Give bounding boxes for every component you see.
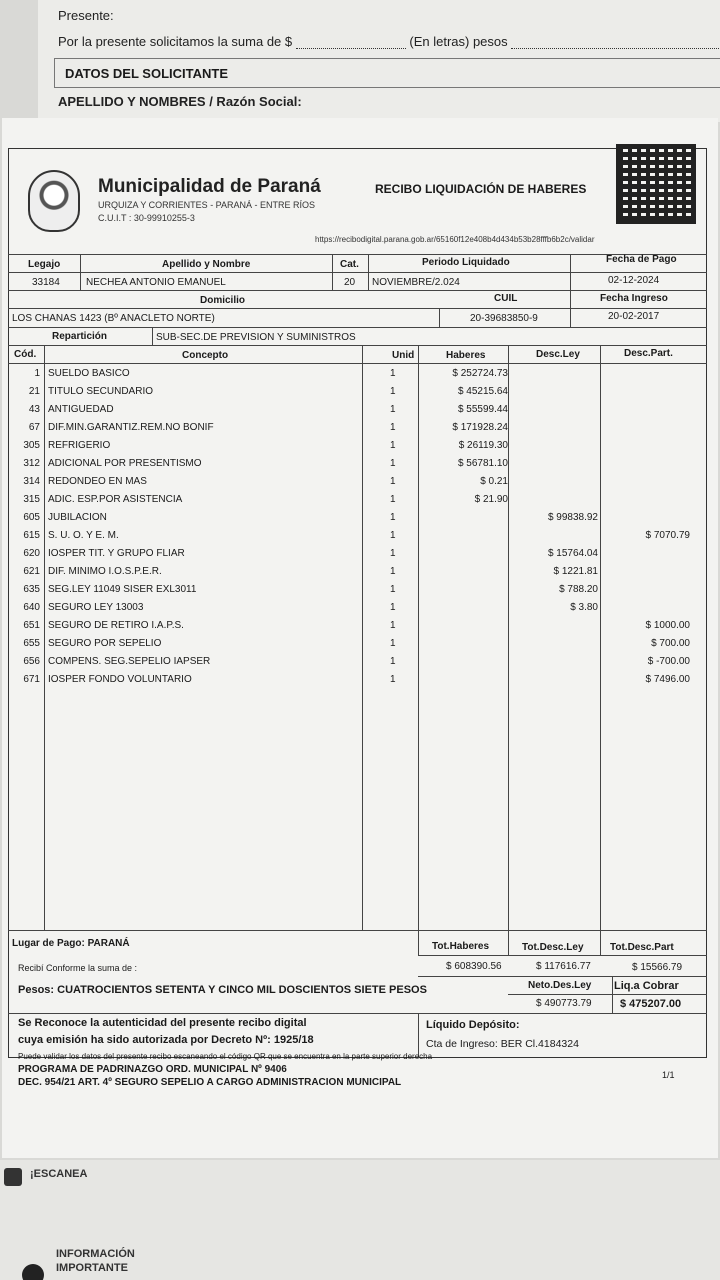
reparticion-label: Repartición: [52, 331, 108, 342]
tot-desc-ley-label: Tot.Desc.Ley: [522, 942, 584, 953]
row-unid: 1: [390, 404, 396, 415]
row-concept: ANTIGUEDAD: [48, 404, 114, 415]
tot-desc-part-value: $ 15566.79: [632, 962, 683, 973]
divider: [8, 254, 707, 255]
row-unid: 1: [390, 584, 396, 595]
row-unid: 1: [390, 602, 396, 613]
divider: [368, 254, 369, 290]
col-haberes: Haberes: [446, 350, 486, 361]
divider: [8, 290, 707, 291]
row-concept: SEGURO POR SEPELIO: [48, 638, 162, 649]
row-code: 312: [23, 458, 40, 469]
row-concept: ADIC. ESP.POR ASISTENCIA: [48, 494, 183, 505]
legajo-label: Legajo: [28, 259, 61, 270]
divider: [8, 930, 707, 931]
legajo-value: 33184: [32, 277, 60, 288]
validar-note: Puede validar los datos del presente recibo escaneando el código QR que se encuentra en la parte superior derecha: [18, 1052, 433, 1061]
divider: [152, 327, 153, 345]
row-code: 640: [23, 602, 40, 613]
request-form-sheet: [38, 0, 720, 122]
fecha-pago-label: Fecha de Pago: [606, 254, 677, 265]
row-concept: IOSPER FONDO VOLUNTARIO: [48, 674, 192, 685]
apellido-nombres-label: APELLIDO Y NOMBRES / Razón Social:: [58, 94, 302, 109]
periodo-value: NOVIEMBRE/2.024: [372, 277, 460, 288]
row-concept: DIF.MIN.GARANTIZ.REM.NO BONIF: [48, 422, 214, 433]
row-concept: S. U. O. Y E. M.: [48, 530, 119, 541]
cuil-value: 20-39683850-9: [470, 313, 538, 324]
cat-label: Cat.: [340, 259, 359, 270]
row-code: 1: [34, 368, 40, 379]
divider: [80, 254, 81, 290]
pesos-letras: CUATROCIENTOS SETENTA Y CINCO MIL DOSCIENTOS SIETE PESOS: [57, 984, 427, 996]
letters-blank: [511, 48, 720, 49]
lugar-pago-label: Lugar de Pago:: [12, 938, 85, 949]
fecha-ingreso-value: 20-02-2017: [608, 311, 660, 322]
presente-label: Presente:: [58, 8, 114, 23]
row-code: 651: [23, 620, 40, 631]
row-concept: COMPENS. SEG.SEPELIO IAPSER: [48, 656, 211, 667]
row-unid: 1: [390, 458, 396, 469]
row-haberes: $ 252724.73: [452, 368, 508, 379]
row-code: 21: [28, 386, 40, 397]
row-desc-part: $ 7070.79: [645, 530, 690, 541]
receipt-title: RECIBO LIQUIDACIÓN DE HABERES: [375, 182, 587, 196]
row-code: 315: [23, 494, 40, 505]
col-cod: Cód.: [14, 349, 37, 360]
recibi-label: Recibí Conforme la suma de :: [18, 963, 138, 973]
pesos-line: [18, 984, 427, 996]
escanea-label: ¡ESCANEA: [30, 1168, 88, 1180]
tot-desc-ley-value: $ 117616.77: [536, 961, 591, 972]
amount-blank: [296, 48, 406, 49]
row-desc-ley: $ 1221.81: [553, 566, 598, 577]
divider: [600, 345, 601, 955]
tot-desc-part-label: Tot.Desc.Part: [610, 942, 674, 953]
domicilio-label: Domicilio: [200, 295, 246, 306]
municipality-address: URQUIZA Y CORRIENTES - PARANÁ - ENTRE RÍOS: [98, 200, 316, 210]
municipality-name: Municipalidad de Paraná: [98, 176, 321, 197]
autenticidad-line-1: Se Reconoce la autenticidad del presente recibo digital: [18, 1017, 307, 1029]
row-unid: 1: [390, 386, 396, 397]
pesos-label: Pesos:: [18, 984, 55, 996]
divider: [418, 955, 707, 956]
divider: [8, 363, 707, 364]
informacion-label: INFORMACIÓN: [56, 1248, 135, 1260]
row-haberes: $ 55599.44: [457, 404, 508, 415]
row-unid: 1: [390, 530, 396, 541]
row-concept: REDONDEO EN MAS: [48, 476, 147, 487]
nombre-value: NECHEA ANTONIO EMANUEL: [86, 277, 226, 288]
row-concept: REFRIGERIO: [48, 440, 111, 451]
tot-haberes-value: $ 608390.56: [446, 961, 502, 972]
divider: [8, 1013, 707, 1014]
en-letras-label: (En letras) pesos: [409, 34, 508, 49]
row-unid: 1: [390, 566, 396, 577]
municipal-seal-icon: [28, 170, 80, 232]
decreto-sepelio: DEC. 954/21 ART. 4º SEGURO SEPELIO A CARGO ADMINISTRACION MUNICIPAL: [18, 1077, 402, 1088]
importante-label: IMPORTANTE: [56, 1262, 128, 1274]
col-desc-part: Desc.Part.: [624, 348, 673, 359]
solicitud-prefix: Por la presente solicitamos la suma de $: [58, 34, 293, 49]
row-unid: 1: [390, 620, 396, 631]
apellido-nombre-label: Apellido y Nombre: [162, 259, 251, 270]
row-code: 605: [23, 512, 40, 523]
validation-url[interactable]: https://recibodigital.parana.gob.ar/65160f12e408b4d434b53b28fffb6b2c/validar: [315, 235, 595, 244]
row-code: 621: [23, 566, 40, 577]
row-unid: 1: [390, 494, 396, 505]
row-concept: IOSPER TIT. Y GRUPO FLIAR: [48, 548, 185, 559]
row-desc-ley: $ 15764.04: [547, 548, 598, 559]
divider: [418, 976, 707, 977]
row-code: 43: [28, 404, 40, 415]
cat-value: 20: [344, 277, 356, 288]
row-concept: TITULO SECUNDARIO: [48, 386, 154, 397]
row-haberes: $ 0.21: [480, 476, 508, 487]
divider: [612, 976, 613, 1013]
neto-des-ley-value: $ 490773.79: [536, 998, 592, 1009]
row-code: 671: [23, 674, 40, 685]
row-haberes: $ 21.90: [474, 494, 508, 505]
row-concept: ADICIONAL POR PRESENTISMO: [48, 458, 202, 469]
row-code: 655: [23, 638, 40, 649]
scan-icon: [4, 1168, 22, 1186]
row-haberes: $ 56781.10: [457, 458, 508, 469]
row-code: 620: [23, 548, 40, 559]
divider: [508, 994, 707, 995]
row-unid: 1: [390, 476, 396, 487]
row-code: 656: [23, 656, 40, 667]
autenticidad-line-2: cuya emisión ha sido autorizada por Decreto Nº: 1925/18: [18, 1034, 314, 1046]
divider: [362, 345, 363, 930]
row-concept: SEGURO DE RETIRO I.A.P.S.: [48, 620, 184, 631]
municipality-cuit: C.U.I.T : 30-99910255-3: [98, 213, 195, 223]
liquido-deposito-label: Líquido Depósito:: [426, 1019, 520, 1031]
divider: [8, 272, 707, 273]
divider: [8, 308, 707, 309]
row-code: 314: [23, 476, 40, 487]
divider: [8, 345, 707, 346]
row-code: 67: [28, 422, 40, 433]
row-haberes: $ 171928.24: [452, 422, 508, 433]
row-desc-ley: $ 99838.92: [547, 512, 598, 523]
row-unid: 1: [390, 512, 396, 523]
row-unid: 1: [390, 674, 396, 685]
info-flyer: [0, 1160, 720, 1280]
cuil-label: CUIL: [494, 293, 518, 304]
row-haberes: $ 26119.30: [458, 440, 508, 451]
fecha-ingreso-label: Fecha Ingreso: [600, 293, 668, 304]
divider: [439, 308, 440, 327]
lugar-pago-value: PARANÁ: [87, 938, 130, 949]
divider: [508, 345, 509, 955]
row-code: 305: [23, 440, 40, 451]
row-concept: DIF. MINIMO I.O.S.P.E.R.: [48, 566, 162, 577]
row-concept: SEG.LEY 11049 SISER EXL3011: [48, 584, 197, 595]
divider: [332, 254, 333, 290]
liq-cobrar-label: Liq.a Cobrar: [614, 980, 679, 992]
row-haberes: $ 45215.64: [457, 386, 508, 397]
liq-cobrar-value: $ 475207.00: [620, 998, 682, 1010]
divider: [418, 345, 419, 955]
lugar-pago: [12, 938, 130, 949]
row-desc-ley: $ 3.80: [570, 602, 598, 613]
row-concept: SEGURO LEY 13003: [48, 602, 144, 613]
cta-ingreso: Cta de Ingreso: BER Cl.4184324: [426, 1038, 579, 1050]
reparticion-value: SUB-SEC.DE PREVISION Y SUMINISTROS: [156, 332, 356, 343]
col-desc-ley: Desc.Ley: [536, 349, 580, 360]
row-unid: 1: [390, 638, 396, 649]
divider: [44, 345, 45, 930]
row-code: 615: [23, 530, 40, 541]
divider: [8, 327, 707, 328]
row-unid: 1: [390, 440, 396, 451]
row-desc-part: $ 1000.00: [645, 620, 690, 631]
row-desc-ley: $ 788.20: [559, 584, 598, 595]
datos-box: [54, 58, 720, 88]
domicilio-value: LOS CHANAS 1423 (Bº ANACLETO NORTE): [12, 313, 215, 324]
periodo-label: Periodo Liquidado: [422, 257, 510, 268]
programa-padrinazgo: PROGRAMA DE PADRINAZGO ORD. MUNICIPAL Nº 9406: [18, 1064, 287, 1075]
fecha-pago-value: 02-12-2024: [608, 275, 660, 286]
row-unid: 1: [390, 368, 396, 379]
tot-haberes-label: Tot.Haberes: [432, 941, 490, 952]
col-concepto: Concepto: [182, 350, 229, 361]
qr-code-icon[interactable]: [616, 144, 696, 224]
row-desc-part: $ -700.00: [647, 656, 690, 667]
info-icon: [22, 1264, 44, 1280]
page-number: 1/1: [662, 1070, 675, 1080]
row-code: 635: [23, 584, 40, 595]
row-concept: SUELDO BASICO: [48, 368, 130, 379]
row-concept: JUBILACION: [48, 512, 107, 523]
row-unid: 1: [390, 422, 396, 433]
solicitud-line: [58, 34, 720, 49]
row-desc-part: $ 7496.00: [645, 674, 690, 685]
row-desc-part: $ 700.00: [651, 638, 690, 649]
datos-solicitante-heading: DATOS DEL SOLICITANTE: [65, 66, 228, 81]
neto-des-ley-label: Neto.Des.Ley: [528, 980, 592, 991]
col-unid: Unid: [392, 350, 415, 361]
salary-receipt: [2, 118, 718, 1158]
divider: [570, 254, 571, 327]
row-unid: 1: [390, 656, 396, 667]
row-unid: 1: [390, 548, 396, 559]
